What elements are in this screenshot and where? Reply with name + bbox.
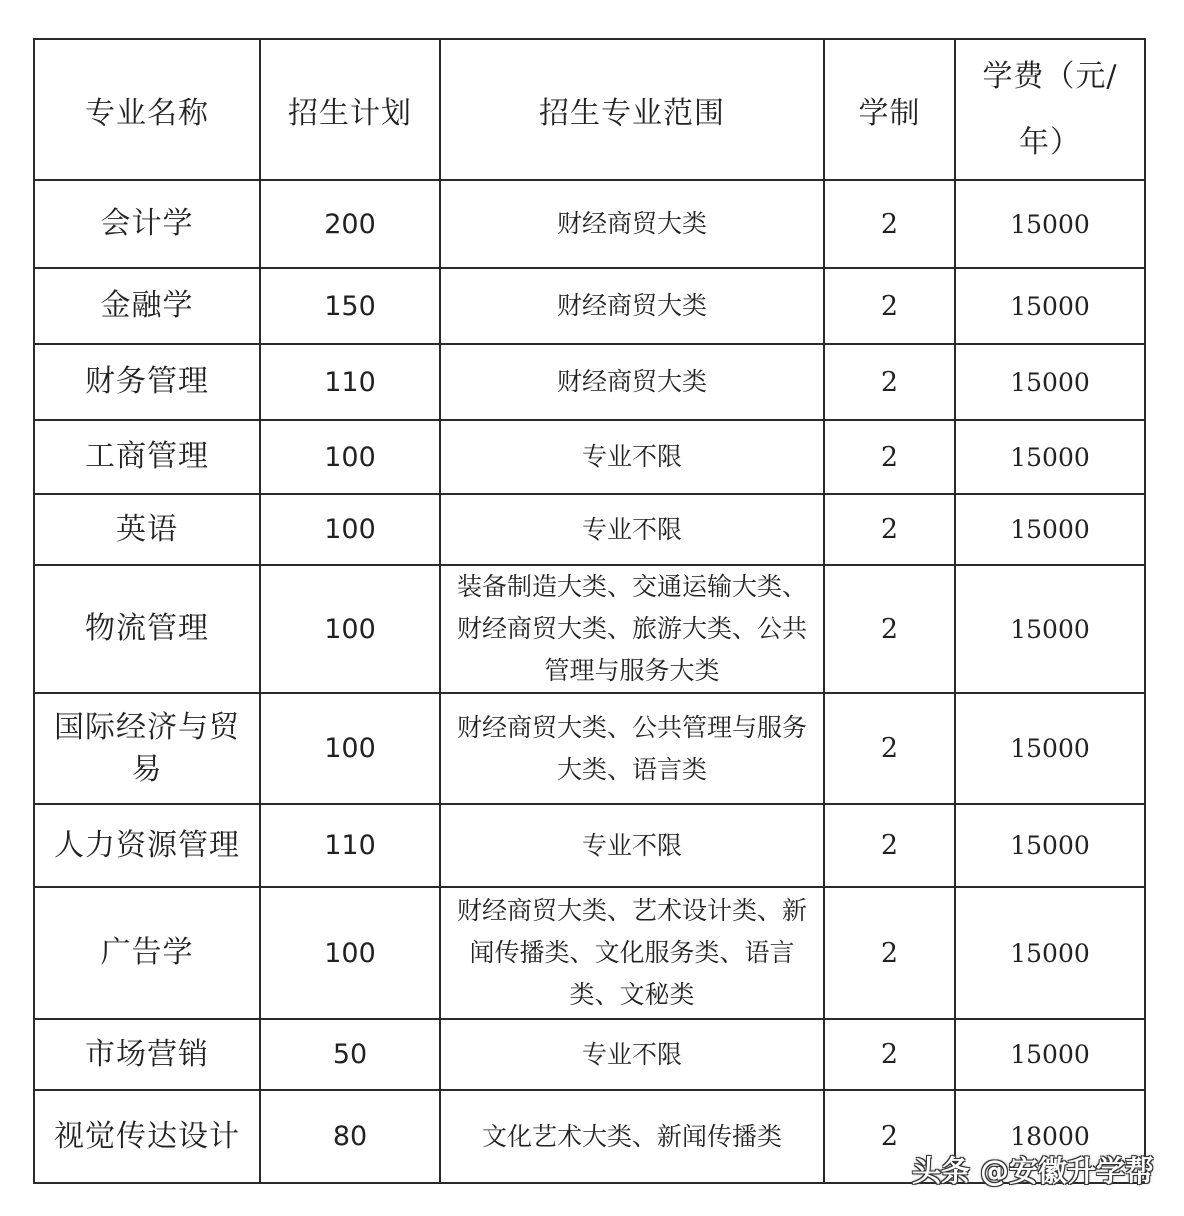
tuition-fee: 15000 [955,420,1145,494]
eligible-scope: 专业不限 [440,804,824,887]
program-years: 2 [824,344,955,420]
table-row [34,887,1145,1019]
major-name: 国际经济与贸易 [34,693,260,804]
header-plan: 招生计划 [260,39,440,180]
major-name: 视觉传达设计 [34,1090,260,1183]
enrollment-plan: 50 [260,1019,440,1090]
major-name: 广告学 [34,887,260,1019]
enrollment-plan: 100 [260,887,440,1019]
eligible-scope: 文化艺术大类、新闻传播类 [440,1090,824,1183]
table-row [34,693,1145,804]
table-row [34,565,1145,693]
enrollment-plan: 200 [260,180,440,268]
table-header [34,39,1145,180]
major-name: 物流管理 [34,565,260,693]
enrollment-plan: 100 [260,693,440,804]
enrollment-plan: 100 [260,420,440,494]
eligible-scope: 财经商贸大类、公共管理与服务大类、语言类 [440,693,824,804]
program-years: 2 [824,1019,955,1090]
tuition-fee: 18000 [955,1090,1145,1183]
program-years: 2 [824,180,955,268]
program-years: 2 [824,804,955,887]
program-years: 2 [824,565,955,693]
tuition-fee: 15000 [955,180,1145,268]
eligible-scope: 装备制造大类、交通运输大类、财经商贸大类、旅游大类、公共管理与服务大类 [440,565,824,693]
table-row [34,804,1145,887]
eligible-scope: 专业不限 [440,420,824,494]
program-years: 2 [824,494,955,565]
enrollment-plan: 150 [260,268,440,344]
eligible-scope: 专业不限 [440,1019,824,1090]
header-major: 专业名称 [34,39,260,180]
major-name: 人力资源管理 [34,804,260,887]
table-body [34,180,1145,1183]
tuition-fee: 15000 [955,887,1145,1019]
tuition-fee: 15000 [955,268,1145,344]
major-name: 会计学 [34,180,260,268]
table-row [34,180,1145,268]
program-years: 2 [824,268,955,344]
program-years: 2 [824,1090,955,1183]
table-row [34,344,1145,420]
major-name: 财务管理 [34,344,260,420]
program-years: 2 [824,420,955,494]
tuition-fee: 15000 [955,804,1145,887]
header-fee: 学费（元/年） [955,39,1145,180]
eligible-scope: 财经商贸大类 [440,344,824,420]
table-row [34,494,1145,565]
enrollment-plan: 110 [260,344,440,420]
program-years: 2 [824,887,955,1019]
watermark: 头条 @安徽升学帮 [911,1154,1154,1188]
major-name: 工商管理 [34,420,260,494]
table-row [34,1019,1145,1090]
tuition-fee: 15000 [955,1019,1145,1090]
major-name: 英语 [34,494,260,565]
enrollment-plan: 110 [260,804,440,887]
program-years: 2 [824,693,955,804]
major-name: 市场营销 [34,1019,260,1090]
eligible-scope: 财经商贸大类 [440,268,824,344]
table-row [34,268,1145,344]
tuition-fee: 15000 [955,344,1145,420]
tuition-fee: 15000 [955,565,1145,693]
enrollment-plan: 80 [260,1090,440,1183]
admissions-table [33,38,1146,1184]
tuition-fee: 15000 [955,693,1145,804]
tuition-fee: 15000 [955,494,1145,565]
enrollment-plan: 100 [260,565,440,693]
eligible-scope: 财经商贸大类、艺术设计类、新闻传播类、文化服务类、语言类、文秘类 [440,887,824,1019]
header-row [34,39,1145,180]
major-name: 金融学 [34,268,260,344]
table-row [34,420,1145,494]
header-scope: 招生专业范围 [440,39,824,180]
enrollment-plan: 100 [260,494,440,565]
eligible-scope: 专业不限 [440,494,824,565]
eligible-scope: 财经商贸大类 [440,180,824,268]
header-years: 学制 [824,39,955,180]
